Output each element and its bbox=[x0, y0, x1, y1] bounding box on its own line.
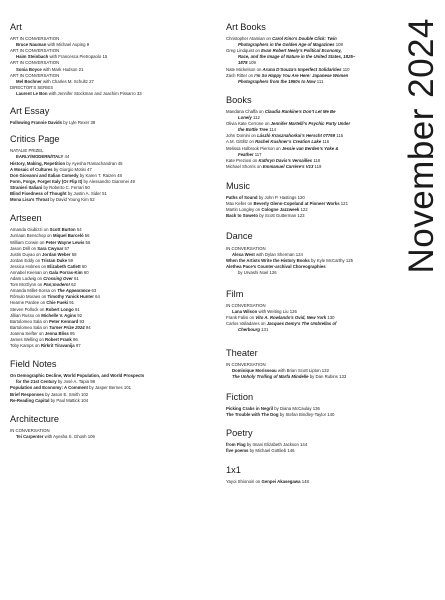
entry-title: Scott Burton bbox=[49, 227, 76, 233]
entry-title: EARLY/MODERN/ITALY bbox=[16, 154, 64, 160]
entry-text: 114 bbox=[268, 127, 277, 133]
entry-text: 131 bbox=[259, 327, 269, 333]
entry-text: Tom McGlynn on bbox=[10, 282, 44, 288]
entry-title: Robert Longo bbox=[45, 306, 74, 312]
entry-text: 118 bbox=[312, 157, 321, 163]
entry-title: Genpei Akasegawa bbox=[261, 478, 301, 484]
entry-text: 115 bbox=[335, 133, 344, 139]
entry-text: 95 bbox=[68, 330, 75, 336]
toc-entry[interactable] bbox=[226, 213, 396, 219]
entry-text: Christopher Atamian on bbox=[226, 36, 273, 42]
entry-text: 109 bbox=[247, 60, 256, 66]
entry-title: The Trouble with The Dog bbox=[226, 412, 279, 418]
entry-text: 130 bbox=[326, 315, 335, 321]
section-music bbox=[226, 181, 396, 219]
section-heading: Poetry bbox=[226, 428, 253, 439]
entry-title: Tristan Duke bbox=[41, 257, 68, 263]
entry-text: Kate Preziosi on bbox=[226, 157, 259, 163]
entry-text: 133 bbox=[339, 373, 347, 379]
section-heading: Art Books bbox=[226, 22, 266, 32]
entry-title: László Krasznahorkai’s Herscht 07769 bbox=[257, 133, 336, 139]
entry-text: ART IN CONVERSATION bbox=[10, 60, 60, 66]
entry-title: Lonely bbox=[238, 115, 252, 121]
entry-text: 27 bbox=[89, 78, 94, 84]
entry-text: 112 bbox=[251, 115, 260, 121]
toc-entry[interactable] bbox=[10, 91, 220, 97]
entry-title: Vito A. Rowlands’s Ovid, New York bbox=[255, 315, 327, 321]
right-column bbox=[226, 22, 396, 485]
entry-title: The Unholy Trolling of Marfa Mindelle bbox=[232, 373, 309, 379]
entry-text: 51 bbox=[102, 191, 107, 197]
entry-title: Brief Responses bbox=[10, 391, 44, 397]
entry-title: Evan Robert Neely’s Political Economy, bbox=[261, 48, 342, 54]
entry-title: Elizabeth Catlett bbox=[47, 263, 81, 269]
entry-text: by Lyle Rexer bbox=[62, 120, 91, 126]
entry-text: Adam Ludwig on bbox=[10, 276, 44, 282]
section-poetry bbox=[226, 428, 396, 454]
section-artseen bbox=[10, 213, 220, 349]
entry-title: Rachel Kushner’s Creation Lake bbox=[255, 139, 322, 145]
section-art bbox=[10, 22, 220, 97]
entry-text: by Alessandro Giammei bbox=[82, 178, 131, 184]
entry-text: 123 bbox=[297, 213, 305, 219]
section-art-books bbox=[226, 22, 396, 85]
entry-title: Blind Fixedness of Thought bbox=[10, 191, 67, 197]
entry-text: by Ayesha Ramachandran bbox=[65, 160, 118, 166]
entry-title: Peter Kennard bbox=[48, 318, 79, 324]
entry-text: by David Young Kim bbox=[49, 197, 90, 203]
entry-title: Photographers from the 1950s to Now bbox=[238, 78, 316, 84]
toc-entry[interactable] bbox=[10, 343, 220, 349]
entry-title: Lana Wilson bbox=[232, 309, 258, 315]
entry-title: Form, Forge, Forget Italy (Or Flip It) bbox=[10, 178, 83, 184]
entry-title: Back to Soweto bbox=[226, 213, 258, 219]
entry-title: Emmanuel Carrère’s V13 bbox=[262, 163, 314, 169]
left-column bbox=[10, 22, 220, 440]
entry-text: by Dan Rubins bbox=[308, 373, 340, 379]
entry-text: with Mark Hudson bbox=[41, 66, 79, 72]
entry-text: with Ayesha S. Ghosh bbox=[43, 433, 88, 439]
entry-text: IN CONVERSATION bbox=[226, 361, 266, 367]
issue-date-vertical bbox=[401, 18, 441, 288]
entry-text: by José A. Tapia bbox=[56, 379, 91, 385]
section-theater bbox=[226, 348, 396, 380]
entry-title: Haim Steinbach bbox=[16, 54, 49, 60]
section-architecture bbox=[10, 414, 220, 440]
entry-text: 111 bbox=[315, 78, 324, 84]
entry-title: Aruna D’Souza’s Imperfect Solidarities bbox=[262, 66, 342, 72]
section-heading: Critics Page bbox=[10, 134, 60, 145]
entry-text: 126 bbox=[289, 309, 297, 315]
entry-text: 15 bbox=[102, 54, 108, 60]
entry-text: 54 bbox=[75, 227, 82, 233]
section-heading: Dance bbox=[226, 231, 253, 242]
entry-title: I’m So Happy You Are Here: Japanese Women bbox=[254, 72, 349, 78]
entry-text: by Karen T. Raizen bbox=[78, 172, 118, 178]
entry-text: 106 bbox=[87, 433, 95, 439]
entry-text: by Justin A. Sider bbox=[66, 191, 103, 197]
entry-text: ART IN CONVERSATION bbox=[10, 48, 60, 54]
entry-title: Alethea Pace’s Counter-archival Choreographies bbox=[226, 263, 326, 269]
entry-title: Bruce Nauman bbox=[16, 42, 47, 48]
toc-entry[interactable] bbox=[10, 197, 220, 203]
section-1x1 bbox=[226, 465, 396, 485]
entry-text: James Welling on bbox=[10, 337, 46, 342]
entry-title: The Appearance bbox=[57, 288, 91, 294]
entry-text: A.M. Gittlitz on bbox=[226, 139, 256, 145]
entry-title: Chie Fueki bbox=[46, 300, 69, 306]
entry-text: by Roberto C. Ferrari bbox=[42, 184, 85, 190]
entry-text: 148 bbox=[300, 478, 309, 484]
entry-text: 92 bbox=[76, 312, 83, 318]
entry-text: Amanda Millet-Sorsa on bbox=[10, 288, 58, 294]
entry-title: Claudia Rankine’s Don’t Let Me Be bbox=[264, 108, 336, 114]
section-heading: Film bbox=[226, 288, 244, 299]
entry-text: 126 bbox=[269, 269, 277, 275]
entry-text: Jurriaan Benschop on bbox=[10, 233, 53, 239]
entry-text: 124 bbox=[295, 251, 303, 257]
toc-entry[interactable] bbox=[10, 398, 220, 404]
entry-text: by Stefan Bindley-Taylor bbox=[278, 412, 328, 418]
entry-text: 60 bbox=[82, 269, 89, 275]
entry-text: by Giorgio Motisi bbox=[52, 166, 87, 172]
entry-text: by Jason E. Smith bbox=[43, 391, 81, 397]
section-critics-page bbox=[10, 134, 220, 203]
section-heading: Art Essay bbox=[10, 106, 50, 117]
entry-title: Turner Prize 2024 bbox=[48, 324, 85, 330]
entry-title: Population and Economy: A Comment bbox=[10, 385, 88, 391]
entry-title: Miquel Barceló bbox=[53, 233, 84, 239]
entry-title: Stranieri Italiani bbox=[10, 184, 43, 190]
entry-text: by Kyle McCarthy bbox=[309, 257, 346, 263]
entry-title: 1878 bbox=[238, 60, 248, 66]
section-art-essay bbox=[10, 106, 220, 126]
entry-text: 144 bbox=[300, 442, 308, 448]
entry-title: Jordan Weber bbox=[42, 251, 71, 257]
entry-text: 102 bbox=[80, 391, 89, 397]
entry-text: 116 bbox=[321, 139, 330, 145]
entry-text: with Francesca Pietropaolo bbox=[48, 54, 103, 60]
entry-text: Bartolomeo Sala on bbox=[10, 318, 49, 324]
entry-title: Paths of Sound bbox=[226, 195, 258, 201]
entry-text: ART IN CONVERSATION bbox=[10, 72, 60, 78]
section-heading: Field Notes bbox=[10, 359, 57, 370]
entry-title: Rirkrit Tiravanija bbox=[40, 343, 75, 349]
entry-text: Jordan Eddy on bbox=[10, 257, 42, 263]
entry-title: Robert Frank bbox=[45, 337, 72, 342]
entry-title: Crossing Over bbox=[43, 276, 73, 282]
entry-text: 120 bbox=[297, 195, 305, 201]
entry-text: Melissa Holbrook Pierson on bbox=[226, 145, 282, 151]
entry-text: Justin Duyao on bbox=[10, 251, 43, 257]
entry-text: 122 bbox=[299, 207, 308, 213]
entry-text: by Urvashi Noel bbox=[238, 269, 270, 275]
entry-text: by Imani Elizabeth Jackson bbox=[245, 442, 301, 448]
entry-text: 98 bbox=[90, 379, 95, 385]
entry-text: 38 bbox=[90, 120, 96, 126]
entry-text: 33 bbox=[136, 90, 142, 96]
entry-text: with Brian Scott Lipton bbox=[276, 367, 322, 373]
entry-title: On Demographic Decline, World Population, and World Prospects bbox=[10, 373, 145, 379]
entry-text: Martin Longley on bbox=[226, 207, 262, 213]
toc-entry[interactable] bbox=[226, 270, 396, 276]
section-heading: Art bbox=[10, 22, 22, 32]
entry-text: 96 bbox=[71, 337, 78, 342]
entry-title: Cherbourg bbox=[238, 327, 260, 333]
entry-text: 140 bbox=[327, 412, 335, 418]
toc-entry[interactable] bbox=[10, 120, 220, 126]
issue-date-title: November 2024 bbox=[401, 18, 441, 274]
entry-text: Rômulo Moraes on bbox=[10, 294, 48, 300]
entry-text: 49 bbox=[130, 178, 135, 184]
entry-text: 60 bbox=[80, 263, 87, 269]
entry-text: 119 bbox=[313, 163, 322, 169]
entry-text: 132 bbox=[321, 367, 329, 373]
entry-text: 58 bbox=[70, 251, 77, 257]
entry-text: 45 bbox=[117, 160, 123, 166]
entry-title: five poems bbox=[226, 448, 249, 454]
toc-entry[interactable] bbox=[226, 164, 396, 170]
entry-title: Cologne Jazzweek bbox=[261, 207, 300, 213]
entry-title: Sonia Boyce bbox=[16, 66, 42, 72]
section-books bbox=[226, 95, 396, 170]
section-heading: Fiction bbox=[226, 391, 254, 402]
entry-text: 117 bbox=[253, 151, 262, 157]
entry-title: Don Giovanni and Italian Comedy bbox=[10, 172, 79, 178]
section-heading: Architecture bbox=[10, 413, 60, 424]
entry-text: Olivia Kate Cerrone on bbox=[226, 121, 271, 127]
entry-text: with Michael Auping bbox=[46, 42, 87, 48]
entry-text: ART IN CONVERSATION bbox=[10, 36, 60, 42]
entry-title: for the 21st Century bbox=[16, 379, 57, 385]
entry-text: 101 bbox=[123, 385, 131, 391]
entry-text: Toby Kamps on bbox=[10, 343, 41, 349]
entry-title: Peter Wayne Lewis bbox=[45, 239, 85, 245]
entry-text: Joanna Seifter on bbox=[10, 330, 45, 336]
entry-text: Steven Pollock on bbox=[10, 306, 46, 312]
entry-text: Mandana Chaffa on bbox=[226, 108, 265, 114]
entry-title: When the Artists Write the History Books bbox=[226, 257, 310, 263]
entry-title: Picking Crabs in Negril bbox=[226, 406, 274, 412]
entry-text: Jason Drill on bbox=[10, 245, 38, 251]
entry-text: Yayoi Shionoiri on bbox=[226, 478, 262, 484]
entry-title: Tei Carpenter bbox=[16, 433, 44, 439]
entry-text: IN CONVERSATION bbox=[10, 427, 50, 433]
entry-text: IN CONVERSATION bbox=[226, 245, 266, 251]
entry-text: Hearne Pardee on bbox=[10, 300, 47, 306]
toc-entry[interactable] bbox=[226, 374, 396, 380]
entry-text: 64 bbox=[93, 294, 100, 300]
entry-text: 121 bbox=[339, 201, 348, 207]
toc-entry[interactable] bbox=[226, 79, 396, 85]
entry-title: Pan;modern! bbox=[43, 282, 70, 288]
entry-text: Carlos Valladares on bbox=[226, 321, 267, 327]
section-field-notes bbox=[10, 359, 220, 404]
entry-text: by Jasper Bernes bbox=[87, 385, 124, 391]
entry-title: A Mosaic of Cultures bbox=[10, 166, 53, 172]
entry-title: Feather bbox=[238, 151, 254, 157]
toc-entry[interactable] bbox=[226, 448, 396, 454]
section-fiction bbox=[226, 392, 396, 418]
entry-title: History, Making, Repetition bbox=[10, 160, 66, 166]
entry-text: 94 bbox=[84, 324, 91, 330]
section-heading: Books bbox=[226, 94, 252, 105]
entry-text: by Michael Gottlieb bbox=[248, 448, 288, 454]
entry-text: 57 bbox=[63, 245, 70, 251]
entry-title: Alexa West bbox=[232, 251, 255, 257]
entry-title: Photographers in the Golden Age of Magazines bbox=[238, 42, 335, 48]
entry-text: John Domini on bbox=[226, 133, 258, 139]
section-heading: Theater bbox=[226, 347, 258, 358]
entry-text: with Jennifer Stockman and Joachim Pissarro bbox=[47, 90, 137, 96]
entry-text: Nate Mickelson on bbox=[226, 66, 263, 72]
entry-text: 50 bbox=[85, 184, 90, 190]
entry-text: Greg Lindquist on bbox=[226, 48, 262, 54]
entry-text: 56 bbox=[84, 239, 91, 245]
entry-title: Jacques Demy’s The Umbrellas of bbox=[266, 321, 337, 327]
entry-text: NATALIE PRIZEL bbox=[10, 148, 44, 154]
entry-text: Frank Falisi on bbox=[226, 315, 256, 321]
entry-text: 59 bbox=[67, 257, 74, 263]
entry-text: 63 bbox=[90, 288, 97, 294]
entry-text: with Dylan Sherman bbox=[254, 251, 296, 257]
entry-text: 104 bbox=[80, 397, 89, 403]
entry-text: 136 bbox=[312, 406, 320, 412]
entry-text: 44 bbox=[63, 154, 70, 160]
toc-entry[interactable] bbox=[226, 412, 396, 418]
entry-text: 56 bbox=[83, 233, 90, 239]
entry-text: Jessica Holmes on bbox=[10, 263, 48, 269]
entry-text: Zach Ritter on bbox=[226, 72, 255, 78]
entry-title: Beverly Glenn-Copeland at Pioneer Works bbox=[253, 201, 340, 207]
entry-text: 91 bbox=[73, 306, 80, 312]
entry-text: 93 bbox=[78, 318, 85, 324]
entry-text: by Scott Gutterman bbox=[258, 213, 298, 219]
section-heading: Artseen bbox=[10, 213, 42, 224]
entry-text: 97 bbox=[74, 343, 81, 349]
entry-text: 125 bbox=[345, 257, 354, 263]
entry-title: Re-Reading Capital bbox=[10, 397, 50, 403]
entry-text: Bartolomeo Sala on bbox=[10, 324, 49, 330]
entry-text: by John P. Hastings bbox=[257, 195, 298, 201]
section-heading: Music bbox=[226, 180, 250, 191]
entry-text: Annabel Keenan on bbox=[10, 269, 49, 275]
entry-title: Mona Lisa’s Throat bbox=[10, 197, 49, 203]
entry-text: DIRECTOR’S SERIES bbox=[10, 84, 54, 90]
entry-text: 47 bbox=[86, 166, 92, 172]
entry-text: IN CONVERSATION bbox=[226, 303, 266, 309]
entry-text: 61 bbox=[72, 276, 79, 282]
entry-title: Carol Kino’s Double Click: Twin bbox=[272, 36, 337, 42]
section-dance bbox=[226, 231, 396, 276]
toc-entry[interactable] bbox=[226, 479, 396, 485]
entry-text: 91 bbox=[68, 300, 75, 306]
entry-text: 9 bbox=[86, 42, 90, 48]
entry-text: 21 bbox=[78, 66, 84, 72]
entry-title: Jessie van Eerden’s Yoke & bbox=[281, 145, 339, 151]
entry-text: 48 bbox=[117, 172, 122, 178]
entry-text: 62 bbox=[69, 282, 76, 288]
entry-title: Following Frannie Davids bbox=[10, 120, 63, 126]
entry-text: William Corwin on bbox=[10, 239, 46, 245]
toc-entry[interactable] bbox=[10, 434, 220, 440]
section-heading: 1x1 bbox=[226, 464, 241, 475]
entry-text: 108 bbox=[334, 42, 343, 48]
entry-title: Michelle V. Agins bbox=[41, 312, 77, 318]
entry-title: Mel Bochner bbox=[16, 78, 42, 84]
entry-title: Kathryn Davis’s Versailles bbox=[258, 157, 312, 163]
entry-title: the Bottle Tree bbox=[238, 127, 269, 133]
entry-title: Dominique Morisseau bbox=[232, 367, 277, 373]
entry-text: 110 bbox=[341, 66, 350, 72]
entry-text: by Diana McCaulay bbox=[273, 406, 313, 412]
entry-title: from Flag bbox=[226, 442, 246, 448]
entry-title: Race, and the Image of Nature in the United States, 1825– bbox=[238, 54, 356, 60]
entry-text: 146 bbox=[287, 448, 295, 454]
entry-title: Jennifer Martelli’s Psychic Party Under bbox=[270, 121, 351, 127]
entry-text: Max Keller on bbox=[226, 201, 254, 207]
entry-title: Laurent Le Bon bbox=[16, 90, 48, 96]
entry-title: Jenna Bliss bbox=[44, 330, 69, 336]
toc-entry[interactable] bbox=[226, 327, 396, 333]
entry-text: with Charles M. Schultz bbox=[41, 78, 90, 84]
entry-text: 52 bbox=[89, 197, 95, 203]
entry-text: by Paul Mattick bbox=[49, 397, 81, 403]
entry-text: with Weiting Liu bbox=[257, 309, 290, 315]
entry-title: Timothy Yanick Hunter bbox=[47, 294, 94, 300]
section-film bbox=[226, 289, 396, 334]
entry-text: Michael Shorris on bbox=[226, 163, 263, 169]
entry-text: Jillian Russo on bbox=[10, 312, 42, 318]
entry-title: Gala Porras-Kim bbox=[48, 269, 83, 275]
entry-title: Sara Cwynar bbox=[37, 245, 64, 251]
entry-text: Amanda Giubizzi on bbox=[10, 227, 50, 233]
